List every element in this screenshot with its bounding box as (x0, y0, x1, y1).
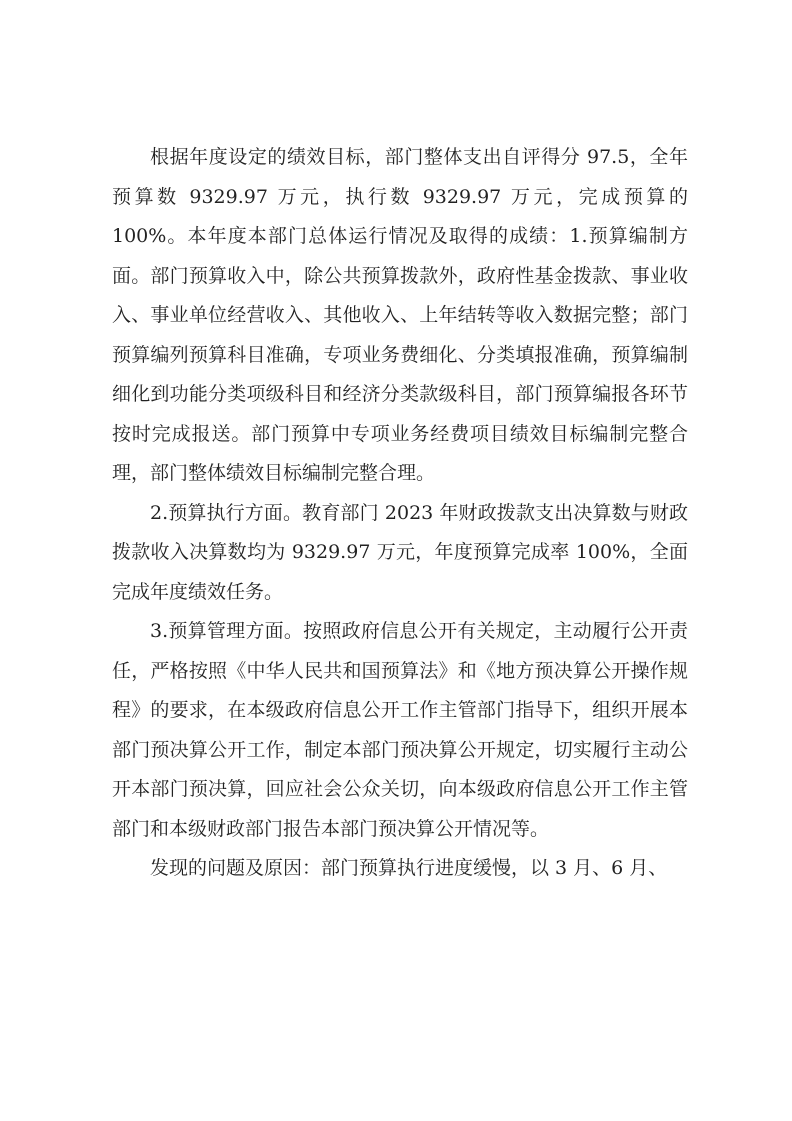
paragraph-budget-execution: 2.预算执行方面。教育部门 2023 年财政拨款支出决算数与财政拨款收入决算数均为 9329.97 万元，年度预算完成率 100%，全面完成年度绩效任务。 (112, 501, 688, 603)
paragraph-budget-management: 3.预算管理方面。按照政府信息公开有关规定，主动履行公开责任，严格按照《中华人民共和国预算法》和《地方预决算公开操作规程》的要求，在本级政府信息公开工作主管部门指导下，组织开展本部门预决算公开工作，制定本部门预决算公开规定，切实履行主动公开本部门预决算，回应社会公众关切，向本级政府信息公开工作主管部门和本级财政部门报告本部门预决算公开情况等。 (112, 620, 688, 840)
paragraph-performance-summary: 根据年度设定的绩效目标，部门整体支出自评得分 97.5，全年预算数 9329.97 万元，执行数 9329.97 万元，完成预算的 100%。本年度本部门总体运行情况及取得的成绩：1.预算编制方面。部门预算收入中，除公共预算拨款外，政府性基金拨款、事业收入、事业单位经营收入、其他收入、上年结转等收入数据完整；部门预算编列预算科目准确，专项业务费细化、分类填报准确，预算编制细化到功能分类项级科目和经济分类款级科目，部门预算编报各环节按时完成报送。部门预算中专项业务经费项目绩效目标编制完整合理，部门整体绩效目标编制完整合理。 (112, 146, 688, 484)
document-body (112, 138, 688, 889)
paragraph-issues-found: 发现的问题及原因：部门预算执行进度缓慢，以 3 月、6 月、 (150, 857, 668, 879)
